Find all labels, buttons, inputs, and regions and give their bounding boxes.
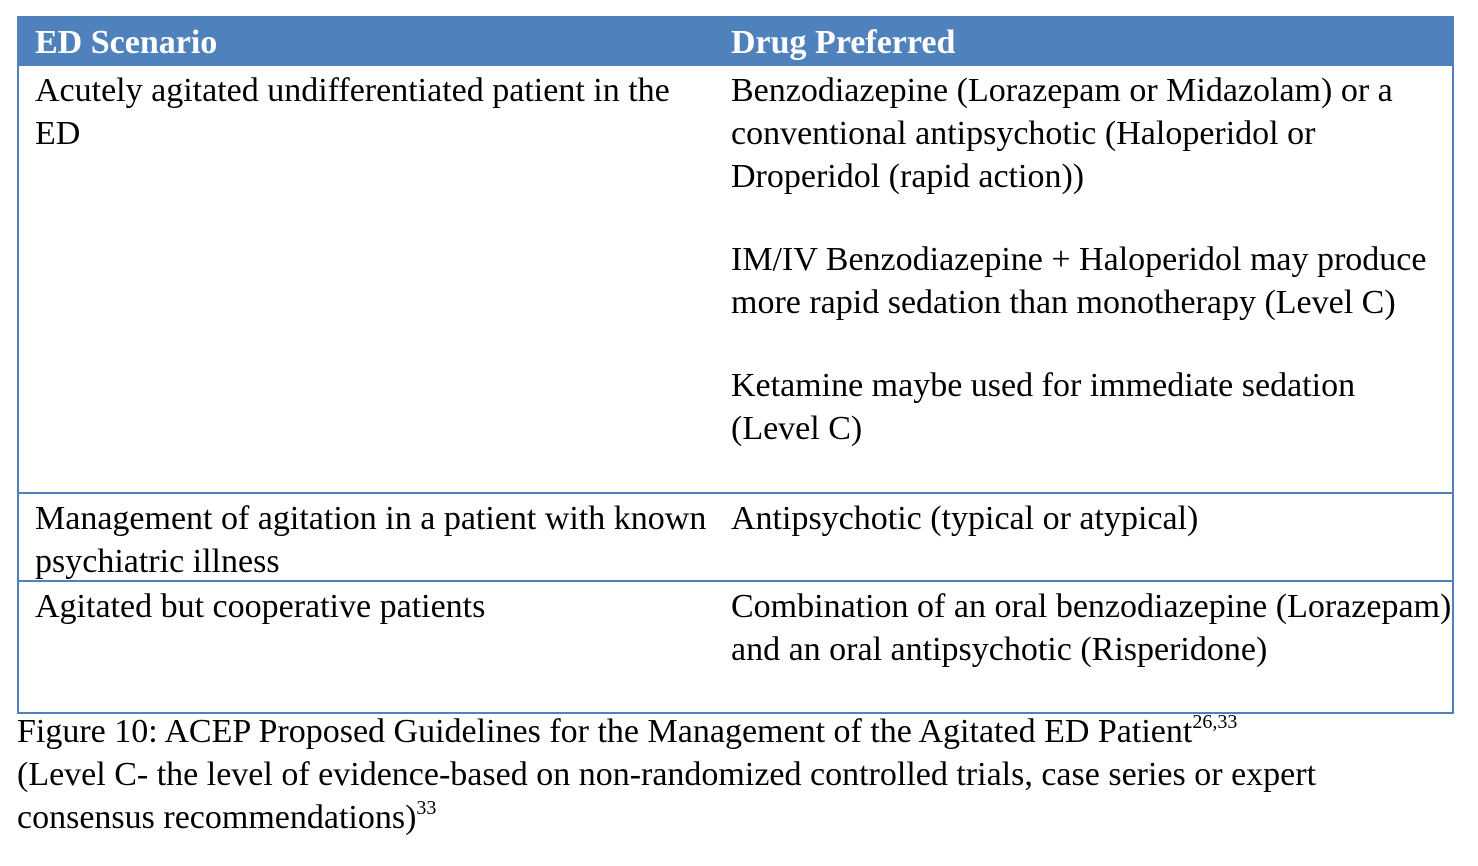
- header-ed-scenario: ED Scenario: [35, 24, 218, 61]
- caption-line-2: [17, 753, 1457, 839]
- drug-cell: [715, 494, 1452, 580]
- scenario-cell: Acutely agitated undifferentiated patient in the ED: [35, 72, 670, 152]
- drug-text: Antipsychotic (typical or atypical): [731, 500, 1199, 537]
- caption-line-1: [17, 710, 1457, 753]
- scenario-cell: Management of agitation in a patient with known psychiatric illness: [35, 500, 707, 580]
- drug-text: Ketamine maybe used for immediate sedation (Level C): [731, 367, 1356, 447]
- drug-text: Combination of an oral benzodiazepine (Lorazepam) and an oral antipsychotic (Risperidone): [731, 588, 1452, 668]
- table-row: [19, 492, 1452, 580]
- header-drug-preferred: Drug Preferred: [731, 24, 956, 61]
- guidelines-table: [17, 16, 1454, 714]
- drug-text: Benzodiazepine (Lorazepam or Midazolam) or a conventional antipsychotic (Haloperidol or Droperidol (rapid action)): [731, 72, 1393, 195]
- caption-note-citation: 33: [416, 797, 437, 819]
- drug-cell: [715, 66, 1452, 492]
- scenario-cell: Agitated but cooperative patients: [35, 588, 486, 625]
- caption-note: (Level C- the level of evidence-based on non-randomized controlled trials, case series or expert consensus recommendations): [17, 756, 1317, 836]
- caption-citation: 26,33: [1192, 711, 1238, 733]
- drug-text: IM/IV Benzodiazepine + Haloperidol may produce more rapid sedation than monotherapy (Level C): [731, 241, 1427, 321]
- drug-cell: [715, 582, 1452, 712]
- table-row: [19, 64, 1452, 492]
- table-header-row: [19, 18, 1452, 64]
- figure-caption: [17, 710, 1457, 839]
- table-row: [19, 580, 1452, 712]
- caption-title: Figure 10: ACEP Proposed Guidelines for the Management of the Agitated ED Patient: [17, 713, 1193, 750]
